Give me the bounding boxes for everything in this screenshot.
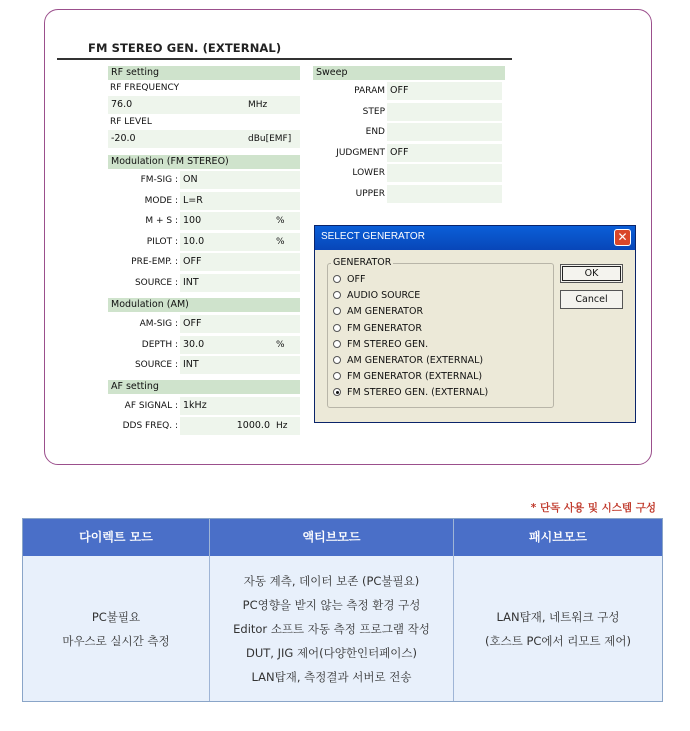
param-value: 100 — [183, 215, 202, 226]
generator-option-label: FM GENERATOR — [347, 322, 423, 334]
generator-option-label: AM GENERATOR (EXTERNAL) — [347, 355, 484, 366]
param-field[interactable] — [180, 192, 300, 210]
rf-setting-header: RF setting — [108, 66, 300, 80]
generator-option[interactable] — [333, 370, 482, 384]
title-divider — [57, 58, 512, 60]
af-signal-label: AF SIGNAL : — [124, 401, 178, 411]
generator-option[interactable] — [333, 354, 483, 368]
param-field[interactable] — [180, 253, 300, 271]
cell-line: LAN탑재, 네트워크 구성 — [496, 609, 620, 624]
dds-freq-label: DDS FREQ. : — [122, 421, 178, 431]
param-label: PILOT : — [146, 236, 178, 247]
cell-line: DUT, JIG 제어(다양한인터페이스) — [245, 645, 418, 660]
rf-level-label: RF LEVEL — [110, 117, 152, 127]
param-label: SOURCE : — [134, 277, 178, 288]
rf-frequency-value: 76.0 — [111, 99, 133, 110]
dds-freq-unit: Hz — [276, 421, 288, 431]
header-direct-mode: 다이렉트 모드 — [23, 519, 209, 556]
generator-option-label: FM STEREO GEN. — [347, 338, 429, 350]
generator-option[interactable] — [333, 305, 423, 319]
param-value: 10.0 — [183, 235, 205, 247]
param-label: DEPTH : — [141, 339, 178, 350]
af-signal-value: 1kHz — [183, 400, 207, 411]
cell-line: LAN탑재, 측정결과 서버로 전송 — [251, 669, 412, 684]
generator-option-label: FM GENERATOR (EXTERNAL) — [347, 371, 483, 383]
cell-active-mode — [210, 556, 453, 701]
param-unit: % — [276, 216, 285, 226]
cell-passive-mode — [454, 556, 662, 701]
param-value: 30.0 — [183, 338, 205, 350]
generator-option[interactable] — [333, 322, 422, 336]
sweep-label: LOWER — [352, 168, 385, 178]
header-passive-mode: 패시브모드 — [454, 519, 662, 556]
cell-line: Editor 소프트 자동 측정 프로그램 작성 — [233, 621, 430, 636]
modulation-fm-header: Modulation (FM STEREO) — [108, 155, 300, 169]
param-label: M + S : — [145, 216, 178, 226]
radio-button[interactable] — [333, 275, 341, 283]
param-label: AM-SIG : — [139, 319, 178, 329]
generator-option-label: OFF — [347, 274, 366, 285]
sweep-field[interactable] — [387, 103, 502, 121]
cell-direct-mode — [23, 556, 209, 701]
radio-button[interactable] — [333, 324, 341, 332]
param-unit: % — [276, 339, 285, 350]
radio-button[interactable] — [333, 307, 341, 315]
generator-option-label: AUDIO SOURCE — [347, 290, 421, 302]
rf-frequency-unit: MHz — [248, 100, 268, 110]
sweep-label: UPPER — [355, 188, 385, 199]
param-value: INT — [183, 276, 199, 288]
system-note: * 단독 사용 및 시스템 구성 — [530, 502, 656, 514]
rf-level-unit: dBu[EMF] — [248, 134, 292, 144]
sweep-field[interactable] — [387, 185, 502, 203]
sweep-label: PARAM — [354, 86, 385, 96]
param-field[interactable] — [180, 274, 300, 292]
modulation-am-header: Modulation (AM) — [108, 298, 300, 312]
cancel-button[interactable]: Cancel — [560, 290, 623, 309]
cell-line: 마우스로 실시간 측정 — [62, 633, 170, 648]
param-value: ON — [183, 174, 198, 185]
sweep-field[interactable] — [387, 144, 502, 162]
param-value: L=R — [183, 194, 203, 206]
af-setting-header: AF setting — [108, 380, 300, 394]
cell-line: (호스트 PC에서 리모트 제어) — [485, 633, 631, 648]
column-divider — [209, 519, 210, 701]
sweep-header: Sweep — [313, 66, 505, 80]
page-title: FM STEREO GEN. (EXTERNAL) — [88, 41, 282, 55]
radio-button[interactable] — [333, 356, 341, 364]
generator-option-label: AM GENERATOR — [347, 306, 424, 318]
sweep-label: STEP — [362, 106, 385, 117]
param-field[interactable] — [180, 315, 300, 333]
mode-table — [22, 518, 663, 702]
sweep-label: END — [365, 127, 385, 137]
sweep-field[interactable] — [387, 82, 502, 100]
rf-frequency-label: RF FREQUENCY — [110, 83, 180, 93]
param-label: MODE : — [144, 195, 178, 206]
sweep-field[interactable] — [387, 123, 502, 141]
dialog-title-bar — [315, 226, 635, 250]
header-active-mode: 액티브모드 — [210, 519, 453, 556]
af-signal-field[interactable] — [180, 397, 300, 415]
param-value: OFF — [183, 318, 202, 329]
sweep-value: OFF — [390, 85, 409, 96]
ok-button[interactable]: OK — [560, 264, 623, 283]
radio-button[interactable] — [333, 372, 341, 380]
param-label: SOURCE : — [134, 360, 178, 370]
sweep-label: JUDGMENT — [336, 147, 385, 158]
cell-line: PC영향을 받지 않는 측정 환경 구성 — [242, 597, 421, 612]
sweep-value: OFF — [390, 146, 409, 158]
param-value: INT — [183, 359, 199, 370]
dds-freq-value: 1000.0 — [236, 420, 270, 431]
cell-line: 자동 계측, 데이터 보존 (PC불필요) — [243, 573, 420, 588]
param-label: PRE-EMP. : — [131, 257, 178, 267]
generator-option-label: FM STEREO GEN. (EXTERNAL) — [347, 387, 489, 399]
cell-line: PC불필요 — [91, 609, 141, 624]
param-label: FM-SIG : — [140, 175, 178, 185]
generator-group-label: GENERATOR — [333, 257, 392, 268]
close-icon[interactable]: ✕ — [614, 229, 631, 246]
select-generator-dialog — [314, 225, 636, 423]
generator-option[interactable] — [333, 338, 428, 352]
param-value: OFF — [183, 256, 202, 267]
param-field[interactable] — [180, 356, 300, 374]
radio-button[interactable] — [333, 388, 341, 396]
sweep-field[interactable] — [387, 164, 502, 182]
radio-button[interactable] — [333, 340, 341, 348]
dialog-title: SELECT GENERATOR — [321, 231, 425, 242]
generator-option[interactable] — [333, 273, 365, 287]
rf-level-value: -20.0 — [111, 133, 136, 144]
column-divider — [453, 519, 454, 701]
generator-option[interactable] — [333, 386, 488, 400]
generator-option[interactable] — [333, 289, 420, 303]
rf-frequency-field[interactable] — [108, 96, 300, 114]
param-field[interactable] — [180, 171, 300, 189]
radio-button[interactable] — [333, 291, 341, 299]
param-unit: % — [276, 236, 285, 247]
